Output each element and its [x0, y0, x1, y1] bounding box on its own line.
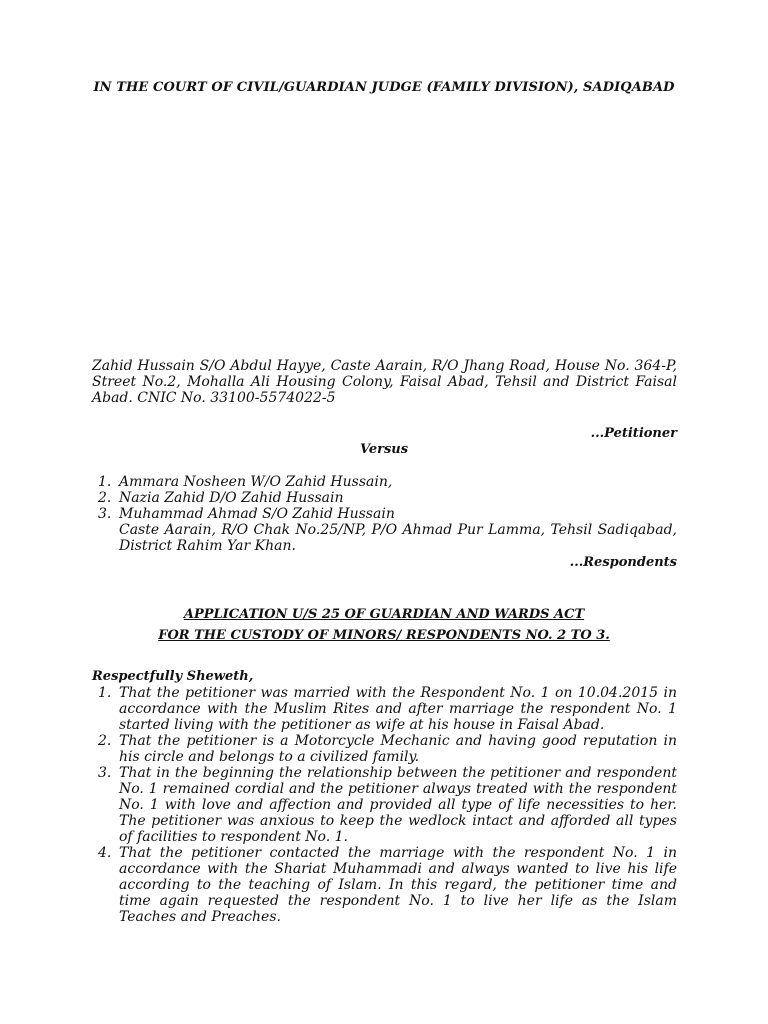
application-heading	[0, 604, 768, 646]
petitioner-label: ...Petitioner	[590, 426, 677, 441]
versus-label: Versus	[359, 442, 409, 457]
list-item	[92, 845, 677, 925]
list-item	[92, 474, 677, 490]
respondents-label: ...Respondents	[569, 555, 677, 570]
respondent-name: Muhammad Ahmad S/O Zahid Hussain	[119, 506, 395, 522]
paragraph-number: 1.	[98, 685, 112, 701]
paragraph-number: 3.	[98, 765, 112, 781]
list-item-number: 3.	[98, 506, 112, 522]
list-item	[92, 490, 677, 506]
paragraph-text: That the petitioner was married with the Respondent No. 1 on 10.04.2015 in accordance with the Muslim Rites and after marriage the respondent No. 1 started living with the petitioner as wife at his house in Faisal Abad.	[119, 685, 677, 733]
respondents-address: Caste Aarain, R/O Chak No.25/NP, P/O Ahmad Pur Lamma, Tehsil Sadiqabad, District Rahim Yar Khan.	[119, 522, 677, 554]
list-item	[92, 765, 677, 845]
paragraph-text: That in the beginning the relationship between the petitioner and respondent No. 1 remained cordial and the petitioner always treated with the respondent No. 1 with love and affection and provided all type of life necessities to her. The petitioner was anxious to keep the wedlock intact and afforded all types of facilities to respondent No. 1.	[119, 765, 677, 845]
paragraph-number: 4.	[98, 845, 112, 861]
application-heading-line-1: APPLICATION U/S 25 OF GUARDIAN AND WARDS ACT	[183, 607, 585, 622]
application-heading-line-2: FOR THE CUSTODY OF MINORS/ RESPONDENTS NO. 2 TO 3.	[158, 628, 610, 643]
court-title: IN THE COURT OF CIVIL/GUARDIAN JUDGE (FAMILY DIVISION), SADIQABAD	[93, 80, 675, 95]
respondents-list	[92, 474, 677, 554]
paragraph-text: That the petitioner contacted the marriage with the respondent No. 1 in accordance with the Shariat Muhammadi and always wanted to live his life according to the teaching of Islam. In this regard, the petitioner time and time again requested the respondent No. 1 to live her life as the Islam Teaches and Preaches.	[119, 845, 677, 925]
paragraphs-list	[92, 685, 677, 925]
respondent-name: Ammara Nosheen W/O Zahid Hussain,	[119, 474, 393, 490]
list-item-number: 1.	[98, 474, 112, 490]
list-item	[92, 733, 677, 765]
respondent-name: Nazia Zahid D/O Zahid Hussain	[119, 490, 344, 506]
list-item	[92, 685, 677, 733]
list-item	[92, 506, 677, 522]
salutation: Respectfully Sheweth,	[92, 669, 254, 684]
paragraph-text: That the petitioner is a Motorcycle Mechanic and having good reputation in his circle and belongs to a civilized family.	[119, 733, 677, 765]
list-item-number: 2.	[98, 490, 112, 506]
petitioner-details: Zahid Hussain S/O Abdul Hayye, Caste Aarain, R/O Jhang Road, House No. 364-P, Street No.2, Mohalla Ali Housing Colony, Faisal Abad, Tehsil and District Faisal Abad. CNIC No. 33100-5574022-5	[92, 358, 677, 406]
paragraph-number: 2.	[98, 733, 112, 749]
